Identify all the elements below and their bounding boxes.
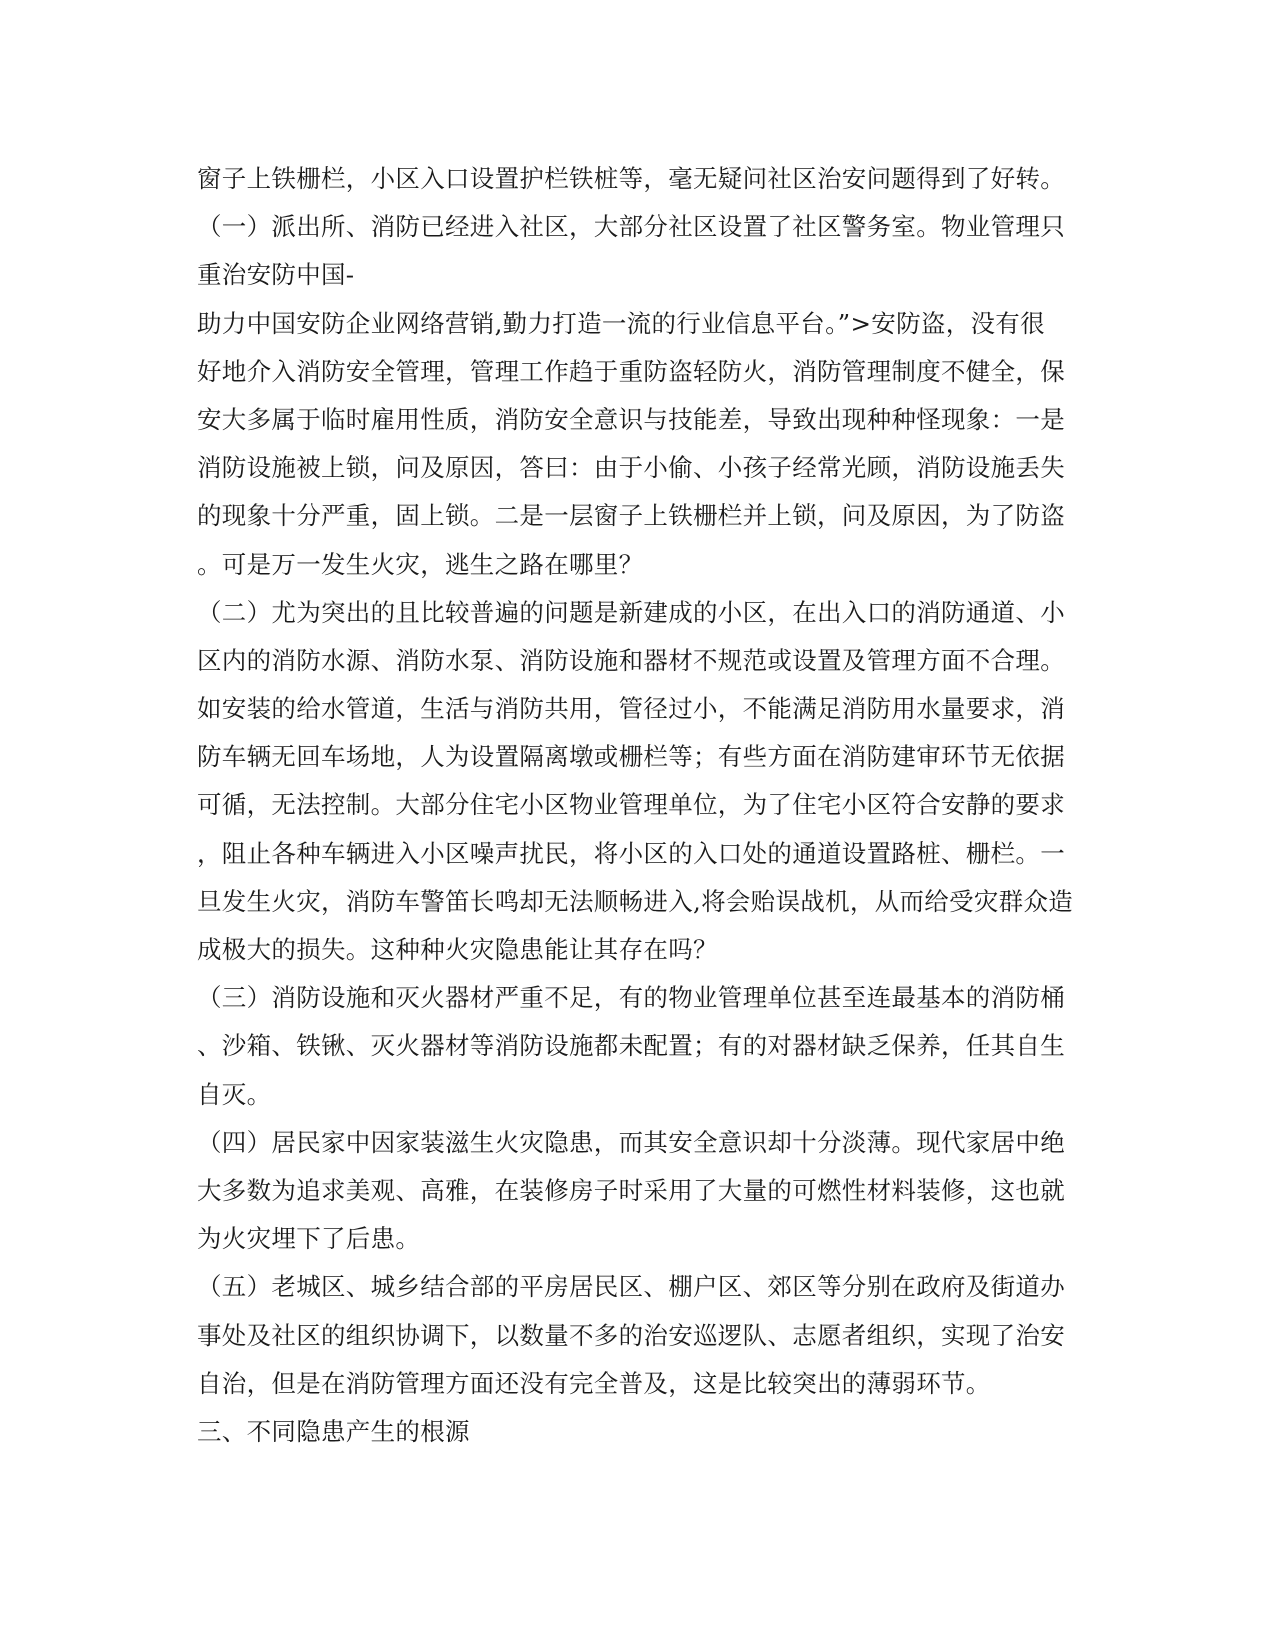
text-line: （一）派出所、消防已经进入社区，大部分社区设置了社区警务室。物业管理只	[197, 212, 1065, 242]
text-line: （三）消防设施和灭火器材严重不足，有的物业管理单位甚至连最基本的消防桶	[197, 983, 1065, 1013]
text-line: 事处及社区的组织协调下，以数量不多的治安巡逻队、志愿者组织，实现了治安	[197, 1320, 1065, 1350]
body-text	[197, 155, 1077, 1456]
text-line: 如安装的给水管道，生活与消防共用，管径过小，不能满足消防用水量要求，消	[197, 694, 1065, 724]
text-line: 成极大的损失。这种种火灾隐患能让其存在吗？	[197, 935, 718, 964]
text-line: （四）居民家中因家装滋生火灾隐患，而其安全意识却十分淡薄。现代家居中绝	[197, 1127, 1065, 1157]
text-line: 自灭。	[197, 1079, 272, 1109]
text-line: 自治，但是在消防管理方面还没有完全普及，这是比较突出的薄弱环节。	[197, 1368, 991, 1398]
text-line: 可循，无法控制。大部分住宅小区物业管理单位，为了住宅小区符合安静的要求	[197, 790, 1065, 820]
text-line: 窗子上铁栅栏，小区入口设置护栏铁桩等，毫无疑问社区治安问题得到了好转。	[197, 164, 1065, 193]
text-line: 。可是万一发生火灾，逃生之路在哪里？	[197, 549, 644, 579]
text-line: （五）老城区、城乡结合部的平房居民区、棚户区、郊区等分别在政府及街道办	[197, 1272, 1065, 1302]
text-line: （二）尤为突出的且比较普遍的问题是新建成的小区，在出入口的消防通道、小	[197, 597, 1065, 627]
text-line: 安大多属于临时雇用性质，消防安全意识与技能差，导致出现种种怪现象：一是	[197, 404, 1065, 434]
text-line: 区内的消防水源、消防水泵、消防设施和器材不规范或设置及管理方面不合理。	[197, 645, 1065, 675]
text-line: 助力中国安防企业网络营销,勤力打造一流的行业信息平台。”>安防盗，没有很	[197, 308, 1045, 338]
text-line: 为火灾埋下了后患。	[197, 1224, 421, 1254]
text-line: 的现象十分严重，固上锁。二是一层窗子上铁栅栏并上锁，问及原因，为了防盗	[197, 501, 1065, 531]
section-heading: 三、不同隐患产生的根源	[197, 1416, 470, 1446]
text-line: 重治安防中国-	[197, 260, 355, 290]
text-line: 防车辆无回车场地，人为设置隔离墩或栅栏等；有些方面在消防建审环节无依据	[197, 742, 1065, 772]
text-line: ，阻止各种车辆进入小区噪声扰民，将小区的入口处的通道设置路桩、栅栏。一	[197, 838, 1065, 868]
text-line: 旦发生火灾，消防车警笛长鸣却无法顺畅进入,将会贻误战机，从而给受灾群众造	[197, 886, 1074, 916]
text-line: 、沙箱、铁锹、灭火器材等消防设施都未配置；有的对器材缺乏保养，任其自生	[197, 1031, 1065, 1061]
text-line: 大多数为追求美观、高雅，在装修房子时采用了大量的可燃性材料装修，这也就	[197, 1175, 1065, 1205]
text-line: 消防设施被上锁，问及原因，答曰：由于小偷、小孩子经常光顾，消防设施丢失	[197, 453, 1065, 483]
text-line: 好地介入消防安全管理，管理工作趋于重防盗轻防火，消防管理制度不健全，保	[197, 356, 1065, 386]
